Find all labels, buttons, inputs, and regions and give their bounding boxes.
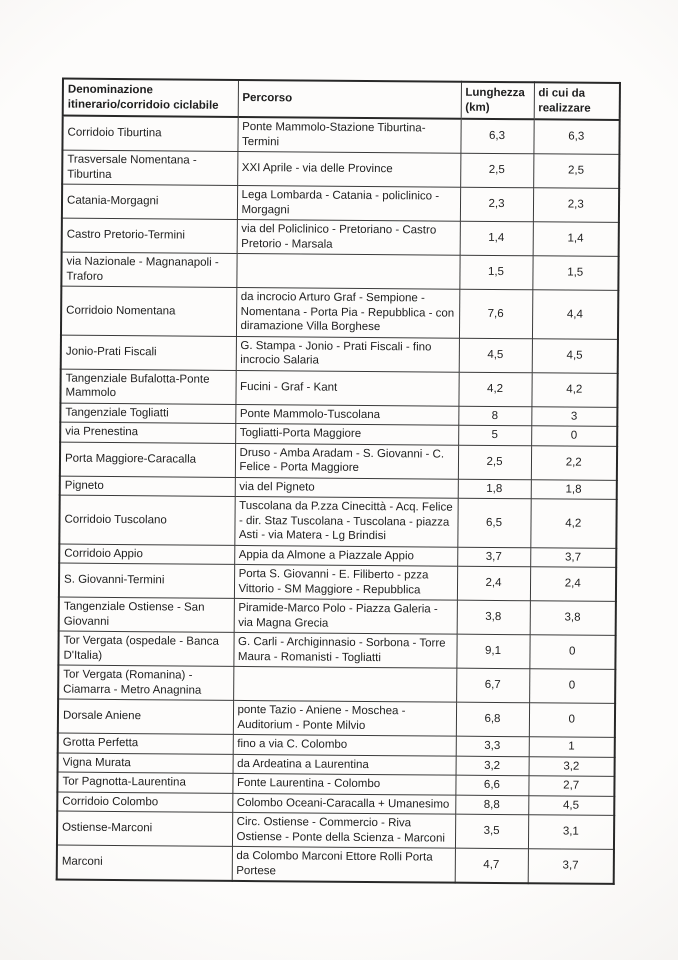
- route-percorso-cell: da Ardeatina a Laurentina: [233, 754, 456, 775]
- header-da-realizzare: di cui da realizzare: [534, 82, 620, 120]
- route-length-cell: 6,8: [456, 702, 529, 737]
- route-length-cell: 8,8: [455, 795, 528, 815]
- route-name-cell: Castro Pretorio-Termini: [62, 218, 237, 253]
- table-row: [57, 845, 614, 884]
- route-tobuild-cell: 2,2: [531, 445, 617, 480]
- route-length-cell: 3,5: [455, 814, 528, 849]
- table-row: [62, 218, 619, 256]
- route-tobuild-cell: 3,2: [529, 756, 615, 776]
- route-tobuild-cell: 3: [531, 406, 617, 426]
- table-row: [60, 369, 617, 407]
- route-tobuild-cell: 4,5: [532, 338, 618, 373]
- route-name-cell: Catania-Morgagni: [62, 184, 237, 219]
- route-name-cell: Tor Vergata (ospedale - Banca D'Italia): [58, 631, 233, 666]
- route-name-cell: Tangenziale Bufalotta-Ponte Mammolo: [60, 369, 235, 404]
- route-length-cell: 2,5: [460, 153, 533, 188]
- route-name-cell: Vigna Murata: [58, 753, 233, 774]
- route-name-cell: Pigneto: [60, 476, 235, 497]
- table-row: [58, 699, 615, 737]
- route-name-cell: via Nazionale - Magnanapoli - Traforo: [61, 252, 236, 287]
- route-tobuild-cell: 4,4: [532, 290, 618, 339]
- route-name-cell: Grotta Perfetta: [58, 733, 233, 754]
- route-percorso-cell: Tuscolana da P.zza Cinecittà - Acq. Felice - dir. Staz Tuscolana - Tuscolana - piazza Asti - via Matera - Lg Brindisi: [234, 496, 457, 546]
- table-row: [59, 563, 616, 601]
- route-name-cell: Corridoio Tuscolano: [59, 495, 234, 545]
- route-tobuild-cell: 3,7: [530, 547, 616, 567]
- table-row: [59, 495, 616, 548]
- route-name-cell: Dorsale Aniene: [58, 699, 233, 734]
- cycling-routes-table: [56, 78, 621, 885]
- route-length-cell: 7,6: [459, 289, 532, 338]
- route-tobuild-cell: 2,4: [530, 567, 616, 602]
- route-length-cell: 6,6: [455, 775, 528, 795]
- route-tobuild-cell: 4,5: [528, 795, 614, 815]
- header-denominazione: Denominazione itinerario/corridoio ciclabile: [63, 79, 238, 117]
- route-tobuild-cell: 0: [529, 669, 615, 704]
- route-name-cell: Porta Maggiore-Caracalla: [60, 442, 235, 477]
- table-row: [58, 665, 615, 703]
- route-percorso-cell: [233, 666, 456, 702]
- route-percorso-cell: Lega Lombarda - Catania - policlinico - Morgagni: [237, 185, 460, 221]
- route-percorso-cell: Colombo Oceani-Caracalla + Umanesimo: [232, 793, 455, 814]
- route-tobuild-cell: 2,7: [528, 776, 614, 796]
- route-tobuild-cell: 1: [529, 737, 615, 757]
- route-length-cell: 1,5: [459, 255, 532, 290]
- route-length-cell: 3,8: [457, 600, 530, 635]
- route-name-cell: Tangenziale Ostiense - San Giovanni: [59, 597, 234, 632]
- route-name-cell: Marconi: [57, 845, 232, 881]
- route-name-cell: via Prenestina: [60, 422, 235, 443]
- route-tobuild-cell: 1,4: [533, 222, 619, 257]
- route-tobuild-cell: 3,7: [528, 849, 614, 884]
- header-percorso: Percorso: [238, 80, 461, 119]
- table-row: [62, 150, 619, 188]
- route-name-cell: Corridoio Tiburtina: [62, 116, 237, 152]
- route-percorso-cell: Appia da Almone a Piazzale Appio: [234, 545, 457, 566]
- table-row: [60, 442, 617, 480]
- route-tobuild-cell: 4,2: [531, 372, 617, 407]
- route-length-cell: 4,2: [458, 372, 531, 407]
- route-name-cell: S. Giovanni-Termini: [59, 563, 234, 598]
- route-tobuild-cell: 6,3: [533, 119, 619, 154]
- route-length-cell: 8: [458, 406, 531, 426]
- route-tobuild-cell: 3,8: [530, 601, 616, 636]
- route-length-cell: 2,4: [457, 566, 530, 601]
- route-name-cell: Tangenziale Togliatti: [60, 403, 235, 424]
- route-name-cell: Jonio-Prati Fiscali: [61, 335, 236, 370]
- route-name-cell: Trasversale Nomentana - Tiburtina: [62, 150, 237, 185]
- route-percorso-cell: G. Stampa - Jonio - Prati Fiscali - fino incrocio Salaria: [236, 336, 459, 372]
- route-length-cell: 4,5: [459, 338, 532, 373]
- route-percorso-cell: Druso - Amba Aradam - S. Giovanni - C. Felice - Porta Maggiore: [235, 443, 458, 479]
- route-tobuild-cell: 4,2: [530, 499, 616, 548]
- route-tobuild-cell: 1,8: [531, 479, 617, 499]
- route-name-cell: Tor Vergata (Romanina) - Ciamarra - Metro Anagnina: [58, 665, 233, 700]
- route-percorso-cell: fino a via C. Colombo: [233, 734, 456, 755]
- route-percorso-cell: Piramide-Marco Polo - Piazza Galeria - via Magna Grecia: [234, 598, 457, 634]
- route-length-cell: 6,3: [460, 119, 533, 154]
- route-percorso-cell: Fonte Laurentina - Colombo: [232, 773, 455, 794]
- route-tobuild-cell: 0: [531, 426, 617, 446]
- table-row: [57, 811, 614, 849]
- route-percorso-cell: Togliatti-Porta Maggiore: [235, 423, 458, 444]
- route-length-cell: 5: [458, 425, 531, 445]
- route-percorso-cell: Fucini - Graf - Kant: [235, 370, 458, 406]
- route-tobuild-cell: 1,5: [532, 256, 618, 291]
- route-tobuild-cell: 2,5: [533, 154, 619, 189]
- table-row: [61, 286, 618, 339]
- route-percorso-cell: ponte Tazio - Aniene - Moschea - Auditorium - Ponte Milvio: [233, 700, 456, 736]
- document-page: [56, 78, 621, 885]
- route-length-cell: 9,1: [456, 634, 529, 669]
- table-row: [61, 335, 618, 373]
- route-length-cell: 2,3: [460, 187, 533, 222]
- route-percorso-cell: G. Carli - Archiginnasio - Sorbona - Torre Maura - Romanisti - Togliatti: [233, 632, 456, 668]
- route-length-cell: 6,5: [457, 498, 530, 547]
- table-row: [62, 184, 619, 222]
- route-tobuild-cell: 0: [529, 635, 615, 670]
- route-length-cell: 1,4: [460, 221, 533, 256]
- route-name-cell: Corridoio Appio: [59, 544, 234, 565]
- route-tobuild-cell: 2,3: [533, 188, 619, 223]
- route-percorso-cell: via del Policlinico - Pretoriano - Castro Pretorio - Marsala: [237, 219, 460, 255]
- table-row: [58, 631, 615, 669]
- route-name-cell: Tor Pagnotta-Laurentina: [57, 772, 232, 793]
- route-percorso-cell: da incrocio Arturo Graf - Sempione - Nomentana - Porta Pia - Repubblica - con diramazione Villa Borghese: [236, 287, 459, 337]
- route-percorso-cell: [236, 253, 459, 289]
- table-header-row: [63, 79, 620, 120]
- table-row: [59, 597, 616, 635]
- route-length-cell: 4,7: [455, 848, 528, 883]
- route-percorso-cell: Ponte Mammolo-Tuscolana: [235, 404, 458, 425]
- route-length-cell: 3,3: [456, 736, 529, 756]
- route-length-cell: 1,8: [458, 479, 531, 499]
- route-percorso-cell: XXI Aprile - via delle Province: [237, 151, 460, 187]
- route-name-cell: Corridoio Nomentana: [61, 286, 236, 336]
- table-row: [61, 252, 618, 290]
- route-percorso-cell: via del Pigneto: [235, 477, 458, 498]
- route-percorso-cell: Ponte Mammolo-Stazione Tiburtina-Termini: [237, 117, 460, 153]
- route-length-cell: 2,5: [458, 445, 531, 480]
- header-lunghezza: Lunghezza (km): [461, 82, 534, 120]
- route-tobuild-cell: 3,1: [528, 815, 614, 850]
- route-length-cell: 6,7: [456, 668, 529, 703]
- route-length-cell: 3,2: [456, 756, 529, 776]
- route-percorso-cell: Porta S. Giovanni - E. Filiberto - pzza Vittorio - SM Maggiore - Repubblica: [234, 564, 457, 600]
- route-name-cell: Ostiense-Marconi: [57, 811, 232, 846]
- route-percorso-cell: Circ. Ostiense - Commercio - Riva Ostiense - Ponte della Scienza - Marconi: [232, 812, 455, 848]
- route-length-cell: 3,7: [457, 547, 530, 567]
- route-name-cell: Corridoio Colombo: [57, 792, 232, 813]
- route-tobuild-cell: 0: [529, 703, 615, 738]
- table-row: [62, 116, 619, 155]
- route-percorso-cell: da Colombo Marconi Ettore Rolli Porta Portese: [232, 846, 455, 882]
